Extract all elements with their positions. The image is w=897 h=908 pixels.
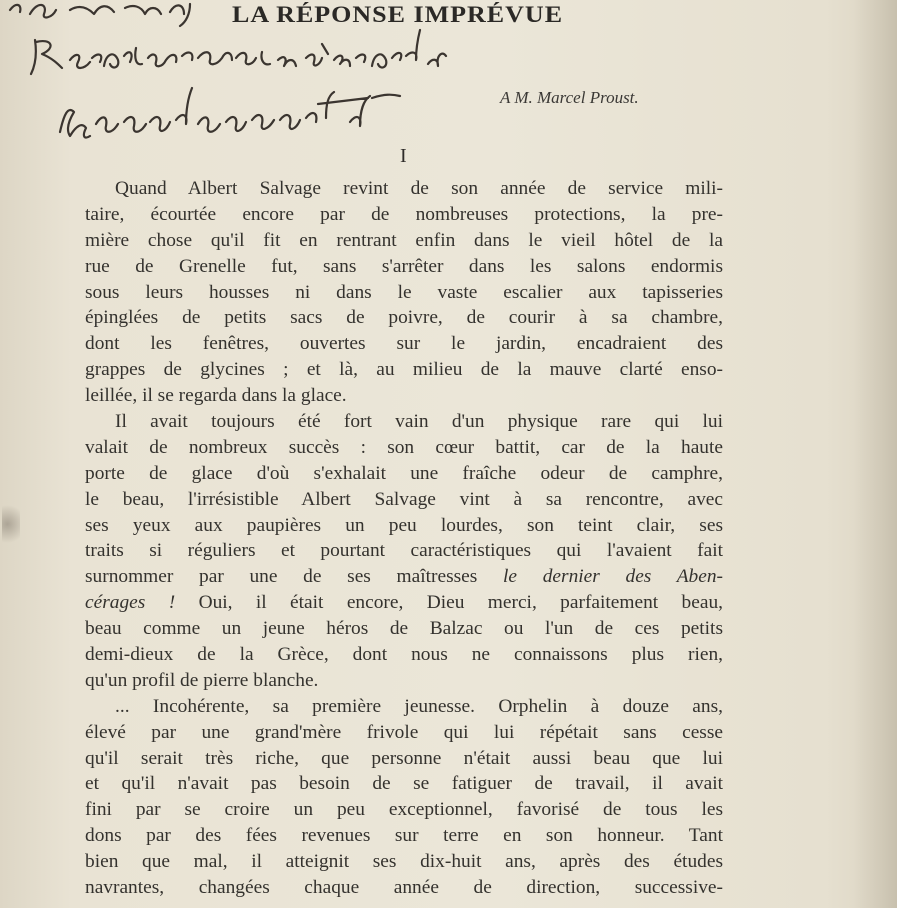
text-span: surnommer par une de ses maîtresses — [85, 566, 478, 588]
text-line: mière chose qu'il fit en rentrant enfin dans le vieil hôtel de la — [85, 229, 723, 251]
text-line: sous leurs housses ni dans le vaste escalier aux tapisseries — [85, 281, 723, 303]
text-line: élevé par une grand'mère frivole qui lui répétait sans cesse — [85, 721, 723, 743]
text-line: dont les fenêtres, ouvertes sur le jardin, encadraient des — [85, 333, 723, 355]
page-title: LA RÉPONSE IMPRÉVUE — [232, 2, 564, 28]
text-line: ses yeux aux paupières un peu lourdes, son teint clair, ses — [85, 514, 723, 536]
text-line: traits si réguliers et pourtant caractéristiques qui l'avaient fait — [85, 540, 723, 562]
text-line: dons par des fées revenues sur terre en son honneur. Tant — [85, 825, 723, 847]
italic-text: le dernier des Aben- — [503, 566, 723, 588]
text-line: valait de nombreux succès : son cœur battit, car de la haute — [85, 436, 723, 458]
text-line: navrantes, changées chaque année de direction, successive- — [85, 877, 723, 899]
text-line: ... Incohérente, sa première jeunesse. Orphelin à douze ans, — [115, 695, 723, 717]
italic-text: cérages ! — [85, 592, 176, 614]
text-line — [85, 590, 723, 616]
text-line: bien que mal, il atteignit ses dix-huit ans, après des études — [85, 851, 723, 873]
text-line: beau comme un jeune héros de Balzac ou l'un de ces petits — [85, 618, 723, 640]
text-line: Quand Albert Salvage revint de son année de service mili- — [115, 178, 723, 199]
text-line: grappes de glycines ; et là, au milieu de la mauve clarté enso- — [85, 359, 723, 381]
text-line: taire, écourtée encore par de nombreuses protections, la pre- — [85, 203, 723, 225]
text-line: leillée, il se regarda dans la glace. — [85, 385, 347, 407]
text-line: Il avait toujours été fort vain d'un physique rare qui lui — [115, 411, 723, 433]
text-line: demi-dieux de la Grèce, dont nous ne connaissons plus rien, — [85, 644, 723, 666]
text-line: épinglées de petits sacs de poivre, de courir à sa chambre, — [85, 307, 723, 329]
text-line — [85, 564, 723, 590]
text-line: porte de glace d'où s'exhalait une fraîche odeur de camphre, — [85, 462, 723, 484]
text-line: et qu'il n'avait pas besoin de se fatiguer de travail, il avait — [85, 773, 723, 795]
printed-dedication: A M. Marcel Proust. — [500, 88, 639, 107]
text-line: fini par se croire un peu exceptionnel, favorisé de tous les — [85, 799, 723, 821]
text-line: qu'un profil de pierre blanche. — [85, 669, 319, 691]
binding-mark — [2, 500, 20, 548]
text-line: qu'il serait très riche, que personne n'était aussi beau que lui — [85, 747, 723, 769]
text-line: le beau, l'irrésistible Albert Salvage vint à sa rencontre, avec — [85, 488, 723, 510]
body-text — [85, 176, 723, 901]
text-line: rue de Grenelle fut, sans s'arrêter dans les salons endormis — [85, 255, 723, 277]
chapter-number: I — [400, 145, 407, 167]
text-span: Oui, il était encore, Dieu merci, parfaitement beau, — [198, 592, 724, 614]
